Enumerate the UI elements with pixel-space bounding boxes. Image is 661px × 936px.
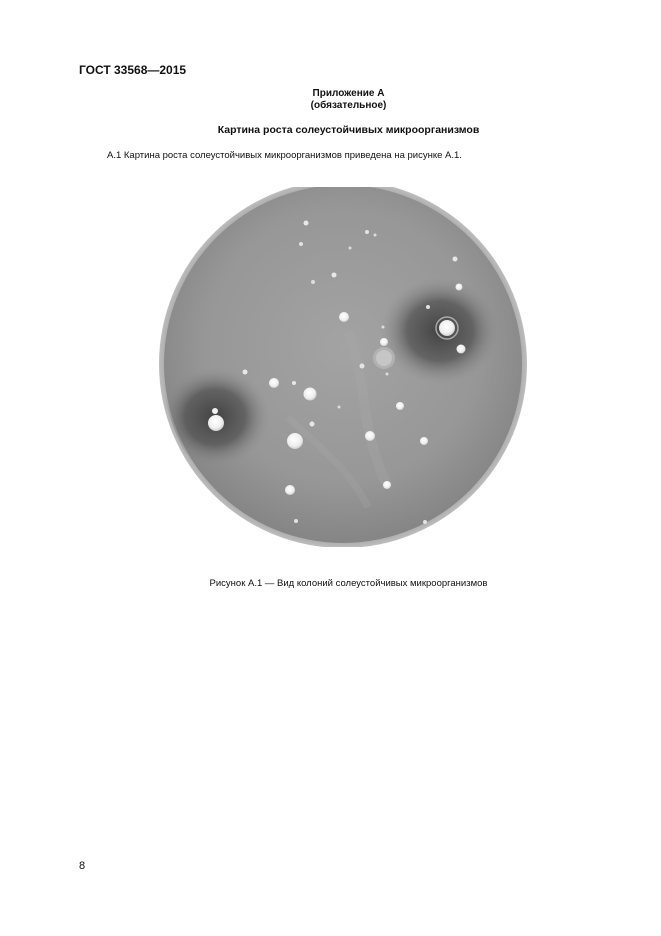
annex-title: Приложение А xyxy=(312,88,385,99)
petri-dish-figure xyxy=(158,187,532,547)
annex-heading xyxy=(0,88,661,112)
annex-status: (обязательное) xyxy=(310,100,387,111)
section-heading: Картина роста солеустойчивых микроорганизмов xyxy=(217,124,480,136)
document-code: ГОСТ 33568—2015 xyxy=(79,63,187,77)
petri-dish-image xyxy=(158,187,532,547)
body-paragraph: А.1 Картина роста солеустойчивых микроорганизмов приведена на рисунке А.1. xyxy=(107,150,462,161)
page-number: 8 xyxy=(79,860,86,872)
figure-caption: Рисунок А.1 — Вид колоний солеустойчивых микроорганизмов xyxy=(209,578,488,589)
